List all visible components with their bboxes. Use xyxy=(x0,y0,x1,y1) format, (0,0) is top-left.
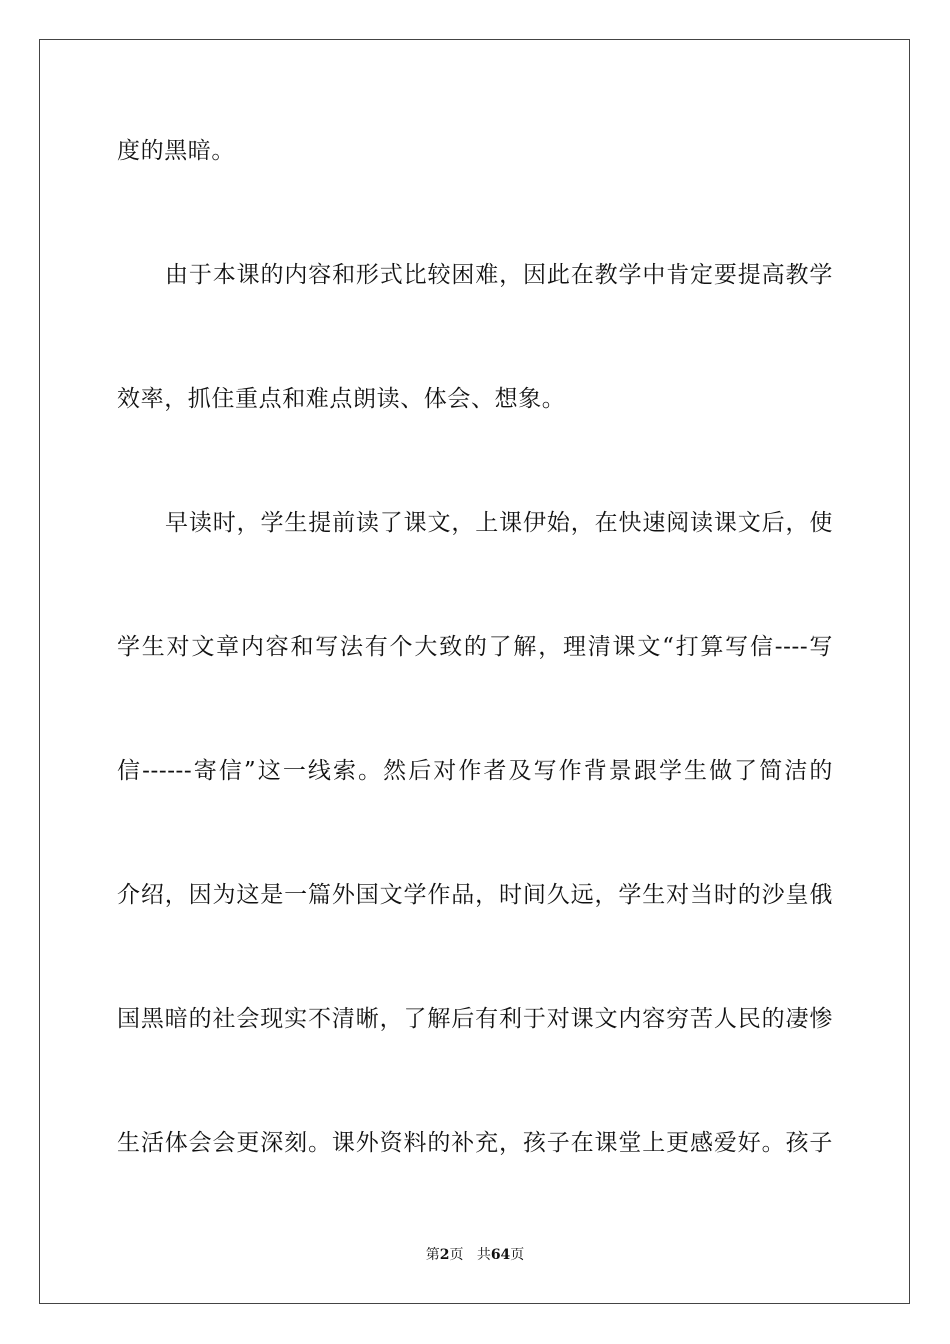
text-line-5: 学生对文章内容和写法有个大致的了解，理清课文“打算写信----写 xyxy=(117,634,833,660)
total-prefix: 共 xyxy=(476,1247,491,1263)
text-line-8: 国黑暗的社会现实不清晰，了解后有利于对课文内容穷苦人民的凄惨 xyxy=(117,1006,833,1032)
page-footer xyxy=(0,1246,950,1264)
page-prefix: 第 xyxy=(425,1247,440,1263)
total-suffix: 页 xyxy=(510,1247,525,1263)
text-line-1: 度的黑暗。 xyxy=(117,138,235,164)
text-line-2: 由于本课的内容和形式比较困难，因此在教学中肯定要提高教学 xyxy=(165,262,833,288)
page-number: 2 xyxy=(439,1247,450,1263)
text-line-3: 效率，抓住重点和难点朗读、体会、想象。 xyxy=(117,386,566,412)
text-line-9: 生活体会会更深刻。课外资料的补充，孩子在课堂上更感爱好。孩子 xyxy=(117,1130,833,1156)
text-line-7: 介绍，因为这是一篇外国文学作品，时间久远，学生对当时的沙皇俄 xyxy=(117,882,833,908)
text-line-4: 早读时，学生提前读了课文，上课伊始，在快速阅读课文后，使 xyxy=(165,510,833,536)
page-suffix: 页 xyxy=(449,1247,464,1263)
text-line-6: 信------寄信”这一线索。然后对作者及写作背景跟学生做了简洁的 xyxy=(117,758,833,784)
total-pages: 64 xyxy=(490,1247,511,1263)
page-border xyxy=(39,39,910,1304)
